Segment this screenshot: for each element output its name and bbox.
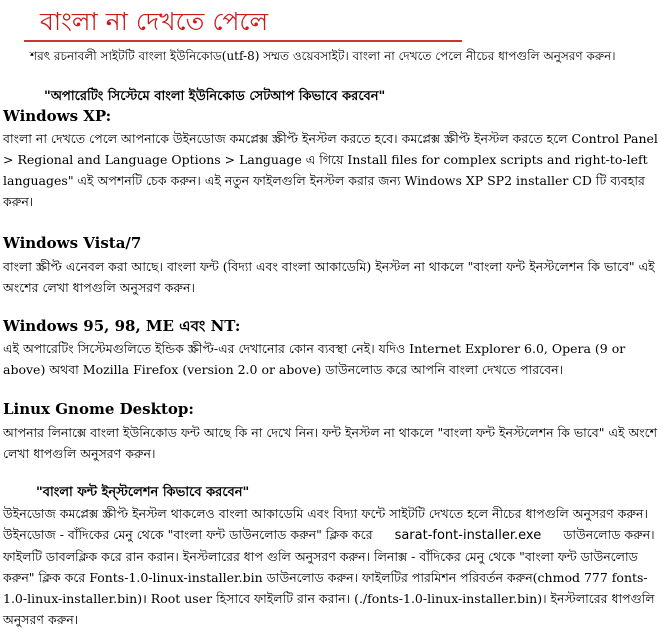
- font-install-body: [3, 503, 661, 630]
- windows-vista-body: বাংলা স্ক্রীপ্ট এনেবল করা আছে। বাংলা ফন্ট (বিদ্যা এবং বাংলা আকাডেমি) ইনস্টল না থাকলে "বাংলা ফন্ট ইনস্টলেশন কি ভাবে" এই অংশের লেখা ধাপগুলি অনুসরণ করুন।: [3, 259, 655, 295]
- font-install-heading: "বাংলা ফন্ট ইন্স্টলেশন কিভাবে করবেন": [36, 485, 250, 500]
- installer-filename: sarat-font-installer.exe: [394, 528, 542, 543]
- windows-xp-body: বাংলা না দেখতে পেলে আপনাকে উইনডোজ কমপ্লেক্স স্ক্রীপ্ট ইনস্টল করতে হবে। কমপ্লেক্স স্ক্রীপ্ট ইনস্টল করতে হলে Control Panel > Regional and Language Options > Language এ গিয়ে Install files for complex scripts and right-to-left languages" এই অপশনটি চেক করুন। এই নতুন ফাইলগুলি ইনস্টল করার জন্য Windows XP SP2 installer CD টি ব্যবহার করুন।: [3, 131, 658, 209]
- font-install-line1: উইনডোজ কমপ্লেক্স স্ক্রীপ্ট ইনস্টল থাকলেও বাংলা আকাডেমি এবং বিদ্যা ফন্টে সাইটটি দেখতে হলে নীচের ধাপগুলি অনুসরণ করুন।: [3, 506, 648, 521]
- font-install-windows-steps: উইনডোজ - বাঁদিকের মেনু থেকে "বাংলা ফন্ট ডাউনলোড করুন" ক্লিক করে: [3, 527, 373, 542]
- windows-xp-title: Windows XP:: [3, 107, 112, 125]
- windows-9x-title: Windows 95, 98, ME এবং NT:: [3, 317, 241, 335]
- windows-vista-title: Windows Vista/7: [3, 234, 142, 252]
- page-title: বাংলা না দেখতে পেলে: [40, 7, 269, 36]
- font-install-linux-steps: ডাউনলোড করুন। ফাইলটি ডাবলক্লিক করে রান করান। ইনস্টলারের ধাপ গুলি অনুসরণ করুন। লিনাক্স - বাঁদিকের মেনু থেকে "বাংলা ফন্ট ডাউনলোড করুন" ক্লিক করে Fonts-1.0-linux-installer.bin ডাউনলোড করুন। ফাইলটির পারমিশন পরিবর্তন করুন(chmod 777 fonts-1.0-linux-installer.bin)। Root user হিসাবে ফাইলটি রান করান। (./fonts-1.0-linux-installer.bin)। ইনস্টলারের ধাপগুলি অনুসরণ করুন।: [3, 527, 655, 627]
- linux-title: Linux Gnome Desktop:: [3, 400, 194, 418]
- windows-9x-body: এই অপারেটিং সিস্টেমগুলিতে ইন্ডিক স্ক্রীপ্ট-এর দেখানোর কোন ব্যবস্থা নেই। যদিও Internet Explorer 6.0, Opera (9 or above) অথবা Mozilla Firefox (version 2.0 or above) ডাউনলোড করে আপনি বাংলা দেখতে পারবেন।: [3, 341, 626, 377]
- intro-text: শরৎ রচনাবলী সাইটটি বাংলা ইউনিকোড(utf-8) সম্মত ওয়েবসাইট। বাংলা না দেখতে পেলে নীচের ধাপগুলি অনুসরণ করুন।: [30, 49, 616, 63]
- setup-heading: "অপারেটিং সিস্টেমে বাংলা ইউনিকোড সেটআপ কিভাবে করবেন": [44, 89, 386, 104]
- title-divider: [24, 40, 462, 42]
- linux-body: আপনার লিনাক্সে বাংলা ইউনিকোড ফন্ট আছে কি না দেখে নিন। ফন্ট ইনস্টল না থাকলে "বাংলা ফন্ট ইনস্টলেশন কি ভাবে" এই অংশে লেখা ধাপগুলি অনুসরণ করুন।: [3, 425, 658, 461]
